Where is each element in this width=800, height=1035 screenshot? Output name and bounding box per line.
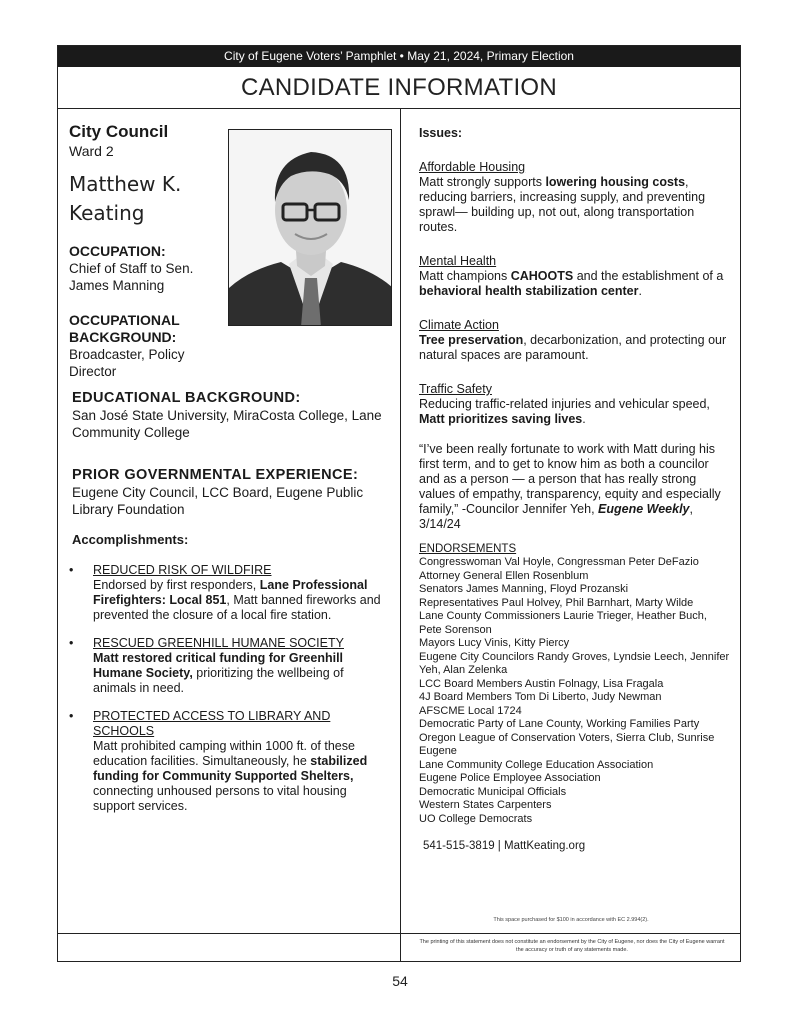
- election-banner: City of Eugene Voters’ Pamphlet • May 21, 2024, Primary Election: [58, 46, 740, 67]
- candidate-name: Matthew K. Keating: [69, 172, 182, 225]
- endorsement-line: Eugene City Councilors Randy Groves, Lyndsie Leech, Jennifer Yeh, Alan Zelenka: [419, 650, 730, 676]
- office-title: City Council: [69, 122, 169, 141]
- issue-title: Climate Action: [419, 318, 499, 332]
- accomplishment-body: Endorsed by first responders, Lane Professional Firefighters: Local 851, Matt banned fireworks and prevented the closure of a local fire station.: [93, 578, 381, 622]
- endorsement-line: UO College Democrats: [419, 812, 533, 825]
- endorsement-line: Attorney General Ellen Rosenblum: [419, 569, 589, 582]
- left-column: [69, 122, 387, 827]
- ward-label: Ward 2: [69, 143, 114, 159]
- right-column: [419, 126, 731, 853]
- bullet-marker: •: [69, 563, 74, 577]
- issue-title: Mental Health: [419, 254, 497, 268]
- bullet-marker: •: [69, 636, 74, 650]
- accomplishment-title: RESCUED GREENHILL HUMANE SOCIETY: [93, 636, 344, 650]
- endorsements-title: ENDORSEMENTS: [419, 543, 517, 555]
- endorsement-line: Mayors Lucy Vinis, Kitty Piercy: [419, 637, 570, 649]
- endorsement-line: Senators James Manning, Floyd Prozanski: [419, 583, 629, 595]
- endorsement-line: Lane County Commissioners Laurie Trieger, Heather Buch, Pete Sorenson: [419, 610, 707, 636]
- endorsement-line: 4J Board Members Tom Di Liberto, Judy Newman: [419, 691, 662, 703]
- pamphlet-page-frame: [57, 45, 741, 962]
- issues-label: Issues:: [419, 126, 463, 140]
- accomplishment-title: REDUCED RISK OF WILDFIRE: [93, 563, 272, 577]
- occupation-value: Chief of Staff to Sen. James Manning: [69, 261, 194, 293]
- endorsement-quote: “I’ve been really fortunate to work with Matt during his first term, and to get to know him as both a councilor and as a person — a person that has really strong values of empathy, transparency, equity and especially family,” -Councilor Jennifer Yeh, Eugene Weekly, 3/14/24: [419, 442, 721, 531]
- occupational-background-label: OCCUPATIONAL BACKGROUND:: [69, 312, 180, 345]
- contact-info: 541-515-3819 | MattKeating.org: [423, 840, 586, 852]
- accomplishment-body: Matt restored critical funding for Greenhill Humane Society, prioritizing the wellbeing of animals in need.: [93, 651, 344, 695]
- education-label: EDUCATIONAL BACKGROUND:: [72, 390, 301, 406]
- endorsement-line: Lane Community College Education Association: [419, 758, 654, 771]
- accomplishment-item: [69, 563, 387, 623]
- accomplishment-title: PROTECTED ACCESS TO LIBRARY AND SCHOOLS: [93, 709, 331, 738]
- issue-body: Matt strongly supports lowering housing costs, reducing barriers, increasing supply, and preventing sprawl— building up, not out, along transportation routes.: [419, 175, 706, 234]
- issue-body: Tree preservation, decarbonization, and protecting our natural spaces are paramount.: [419, 333, 727, 362]
- accomplishments-label: Accomplishments:: [72, 532, 189, 547]
- endorsement-line: Oregon League of Conservation Voters, Sierra Club, Sunrise Eugene: [419, 731, 715, 757]
- accomplishment-item: [69, 636, 387, 696]
- occupational-background-value: Broadcaster, Policy Director: [69, 347, 185, 379]
- education-value: San José State University, MiraCosta College, Lane Community College: [72, 408, 382, 440]
- issue-body: Reducing traffic-related injuries and vehicular speed, Matt prioritizes saving lives.: [419, 397, 710, 426]
- page-title: CANDIDATE INFORMATION: [58, 67, 740, 109]
- endorsement-line: AFSCME Local 1724: [419, 704, 522, 717]
- occupation-label: OCCUPATION:: [69, 243, 166, 259]
- issue-title: Affordable Housing: [419, 160, 526, 174]
- disclaimer-note: The printing of this statement does not constitute an endorsement by the City of Eugene, nor does the City of Eugene warrant the accuracy or truth of any statements made.: [419, 939, 725, 953]
- prior-experience-value: Eugene City Council, LCC Board, Eugene Public Library Foundation: [72, 485, 364, 517]
- endorsement-line: Representatives Paul Holvey, Phil Barnhart, Marty Wilde: [419, 596, 694, 609]
- endorsement-line: Congresswoman Val Hoyle, Congressman Peter DeFazio: [419, 556, 699, 568]
- footer-divider: [58, 933, 740, 934]
- endorsement-line: Democratic Party of Lane County, Working Families Party: [419, 718, 700, 730]
- endorsement-line: Eugene Police Employee Association: [419, 772, 601, 784]
- accomplishment-item: [69, 709, 387, 814]
- endorsement-line: LCC Board Members Austin Folnagy, Lisa Fragala: [419, 677, 664, 690]
- endorsement-line: Western States Carpenters: [419, 799, 552, 811]
- endorsements-list: [419, 556, 731, 826]
- prior-experience-label: PRIOR GOVERNMENTAL EXPERIENCE:: [72, 467, 359, 483]
- accomplishment-body: Matt prohibited camping within 1000 ft. of these education facilities. Simultaneously, he stabilized funding for Community Supported Shelters, connecting unhoused persons to vital housing support services.: [93, 739, 368, 813]
- endorsement-line: Democratic Municipal Officials: [419, 785, 567, 798]
- issue-title: Traffic Safety: [419, 382, 492, 396]
- column-divider: [400, 109, 401, 961]
- bullet-marker: •: [69, 709, 74, 723]
- issue-body: Matt champions CAHOOTS and the establishment of a behavioral health stabilization center.: [419, 269, 724, 298]
- purchase-note: This space purchased for $100 in accordance with EC 2.994(2).: [493, 917, 649, 923]
- page-number: 54: [392, 973, 408, 989]
